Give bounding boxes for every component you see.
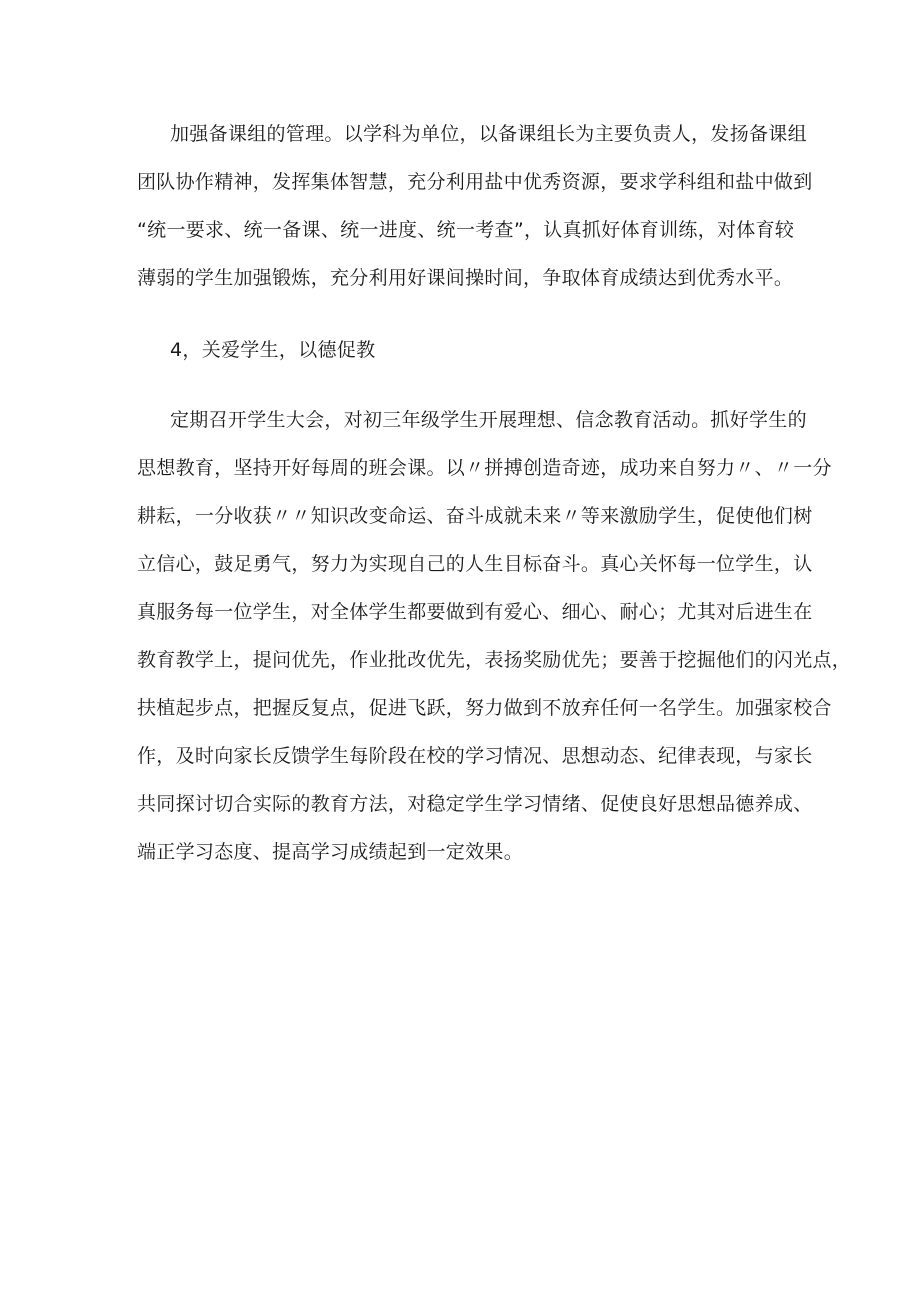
paragraph2-line: 共同探讨切合实际的教育方法，对稳定学生学习情绪、促使良好思想品德养成、 [137,793,813,815]
paragraph2-line: 真服务每一位学生，对全体学生都要做到有爱心、细心、耐心；尤其对后进生在 [137,601,813,623]
paragraph2-line: 教育教学上，提问优先，作业批改优先，表扬奖励优先；要善于挖掘他们的闪光点， [137,649,852,671]
paragraph1-line: “统一要求、统一备课、统一进度、统一考查”，认真抓好体育训练，对体育较 [137,219,795,241]
paragraph1-line: 团队协作精神，发挥集体智慧，充分利用盐中优秀资源，要求学科组和盐中做到 [137,171,813,193]
section-heading: 4，关爱学生，以德促教 [170,339,376,361]
paragraph2-line: 端正学习态度、提高学习成绩起到一定效果。 [137,841,524,863]
paragraph2-line: 耕耘，一分收获〃〃知识改变命运、奋斗成就未来〃等来激励学生，促使他们树 [137,505,813,527]
paragraph1-line: 薄弱的学生加强锻炼，充分利用好课间操时间，争取体育成绩达到优秀水平。 [137,267,794,289]
paragraph1-line: 加强备课组的管理。以学科为单位，以备课组长为主要负责人，发扬备课组 [170,123,807,145]
paragraph2-line: 定期召开学生大会，对初三年级学生开展理想、信念教育活动。抓好学生的 [170,409,807,431]
paragraph2-line: 作，及时向家长反馈学生每阶段在校的学习情况、思想动态、纪律表现，与家长 [137,745,813,767]
paragraph2-line: 立信心，鼓足勇气，努力为实现自己的人生目标奋斗。真心关怀每一位学生，认 [137,553,813,575]
paragraph2-line: 思想教育，坚持开好每周的班会课。以〃拼搏创造奇迹，成功来自努力〃、〃一分 [137,457,832,479]
paragraph2-line: 扶植起步点，把握反复点，促进飞跃，努力做到不放弃任何一名学生。加强家校合 [137,697,832,719]
